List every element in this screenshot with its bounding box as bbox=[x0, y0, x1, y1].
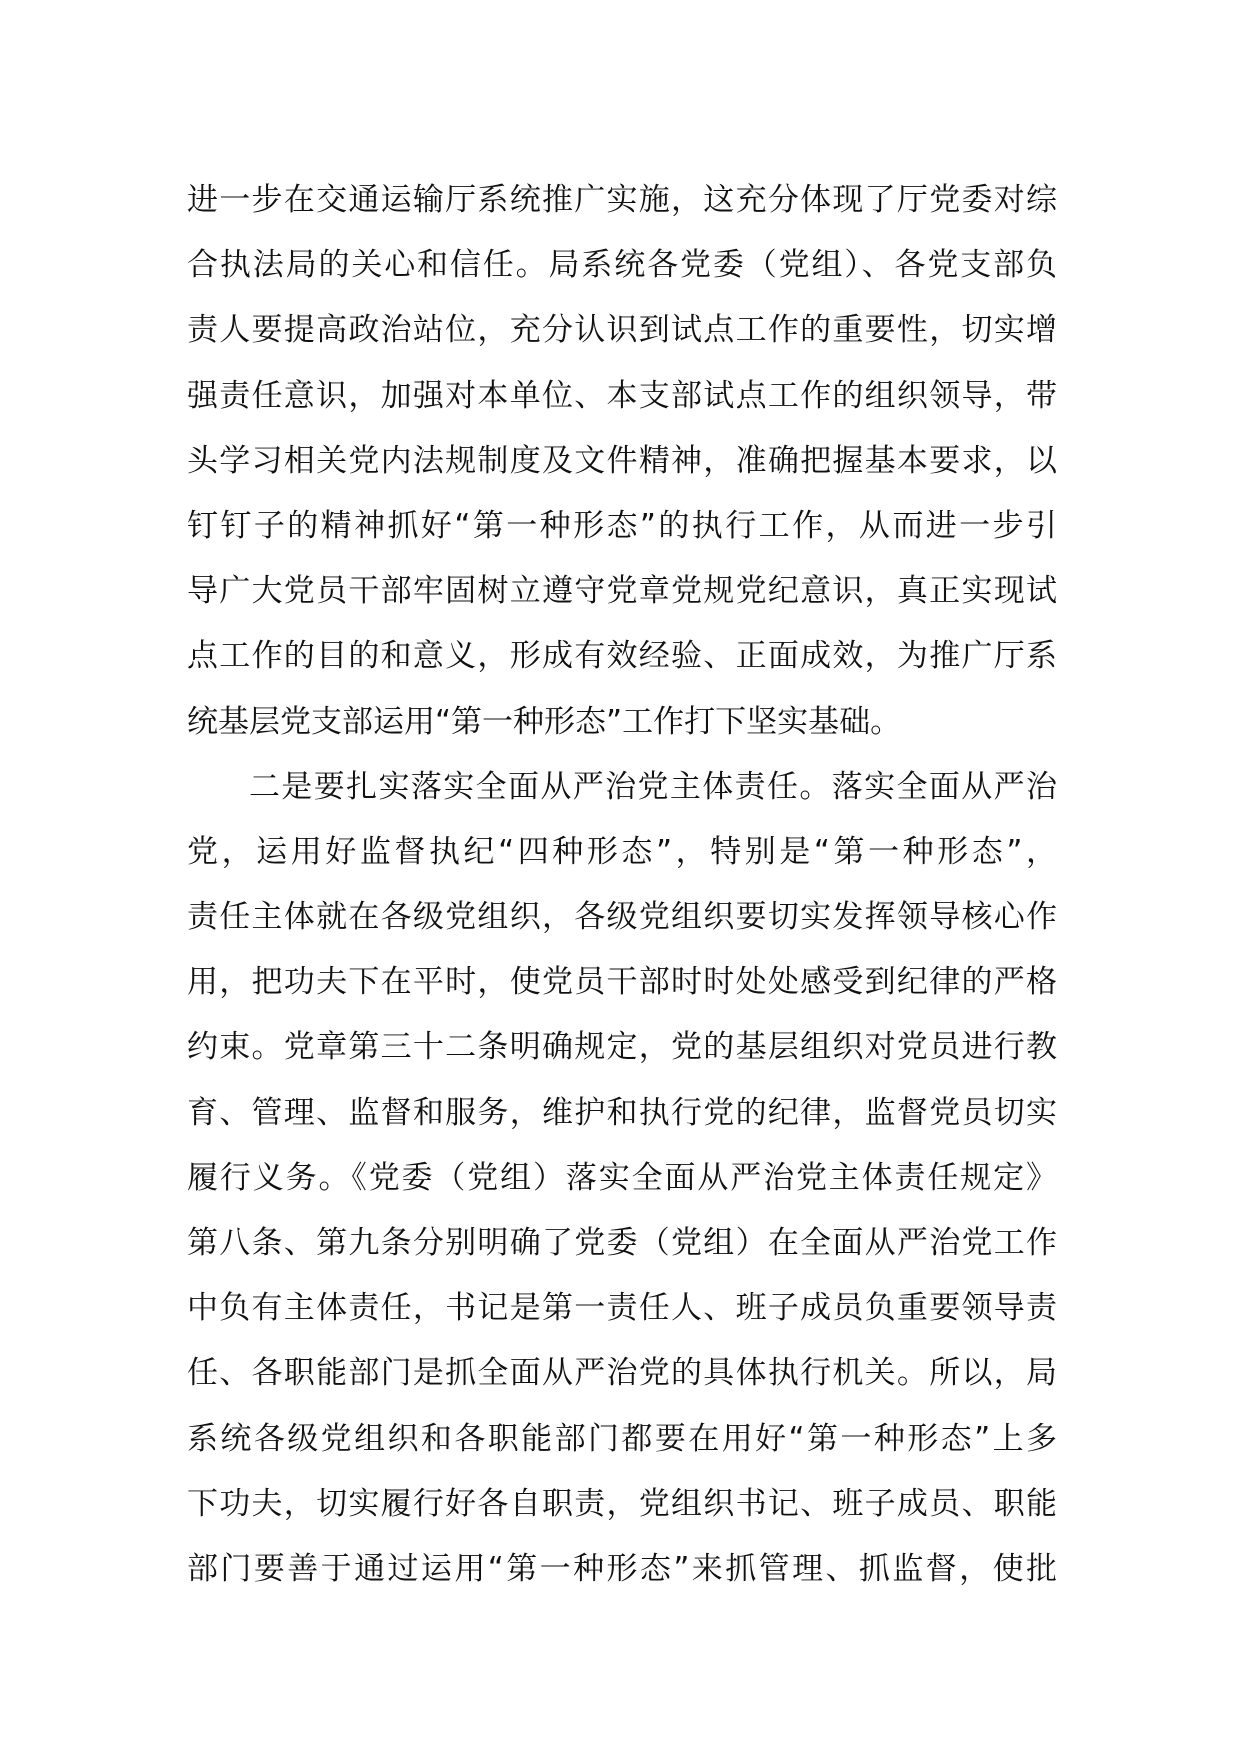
text-line: 责任主体就在各级党组织，各级党组织要切实发挥领导核心作 bbox=[187, 899, 1057, 936]
text-line: 用，把功夫下在平时，使党员干部时时处处感受到纪律的严格 bbox=[187, 964, 1057, 1001]
paragraph-1 bbox=[187, 168, 1057, 755]
text-line: 育、管理、监督和服务，维护和执行党的纪律，监督党员切实 bbox=[187, 1094, 1057, 1131]
text-line: 合执法局的关心和信任。局系统各党委（党组）、各党支部负 bbox=[187, 247, 1057, 284]
document-body bbox=[187, 168, 1057, 1602]
text-line: 头学习相关党内法规制度及文件精神，准确把握基本要求，以 bbox=[187, 442, 1057, 479]
text-line: 二是要扎实落实全面从严治党主体责任。落实全面从严治 bbox=[249, 768, 1057, 805]
text-line: 钉钉子的精神抓好“第一种形态”的执行工作，从而进一步引 bbox=[187, 507, 1057, 544]
text-line: 导广大党员干部牢固树立遵守党章党规党纪意识，真正实现试 bbox=[187, 573, 1057, 610]
text-line: 中负有主体责任，书记是第一责任人、班子成员负重要领导责 bbox=[187, 1290, 1057, 1327]
text-line: 进一步在交通运输厅系统推广实施，这充分体现了厅党委对综 bbox=[187, 182, 1057, 218]
text-line: 责人要提高政治站位，充分认识到试点工作的重要性，切实增 bbox=[187, 312, 1057, 349]
text-line: 党，运用好监督执纪“四种形态”，特别是“第一种形态”， bbox=[187, 833, 1057, 870]
text-line: 约束。党章第三十二条明确规定，党的基层组织对党员进行教 bbox=[187, 1029, 1057, 1066]
text-line: 履行义务。《党委（党组）落实全面从严治党主体责任规定》 bbox=[187, 1159, 1057, 1196]
text-line: 系统各级党组织和各职能部门都要在用好“第一种形态”上多 bbox=[187, 1420, 1057, 1457]
paragraph-2 bbox=[187, 755, 1057, 1602]
text-line: 第八条、第九条分别明确了党委（党组）在全面从严治党工作 bbox=[187, 1225, 1057, 1261]
text-line: 强责任意识，加强对本单位、本支部试点工作的组织领导，带 bbox=[187, 377, 1057, 414]
text-line: 下功夫，切实履行好各自职责，党组织书记、班子成员、职能 bbox=[187, 1485, 1057, 1522]
text-line: 统基层党支部运用“第一种形态”工作打下坚实基础。 bbox=[187, 703, 902, 740]
text-line: 任、各职能部门是抓全面从严治党的具体执行机关。所以，局 bbox=[187, 1355, 1057, 1392]
text-line: 点工作的目的和意义，形成有效经验、正面成效，为推广厅系 bbox=[187, 638, 1057, 675]
text-line: 部门要善于通过运用“第一种形态”来抓管理、抓监督，使批 bbox=[187, 1550, 1057, 1587]
